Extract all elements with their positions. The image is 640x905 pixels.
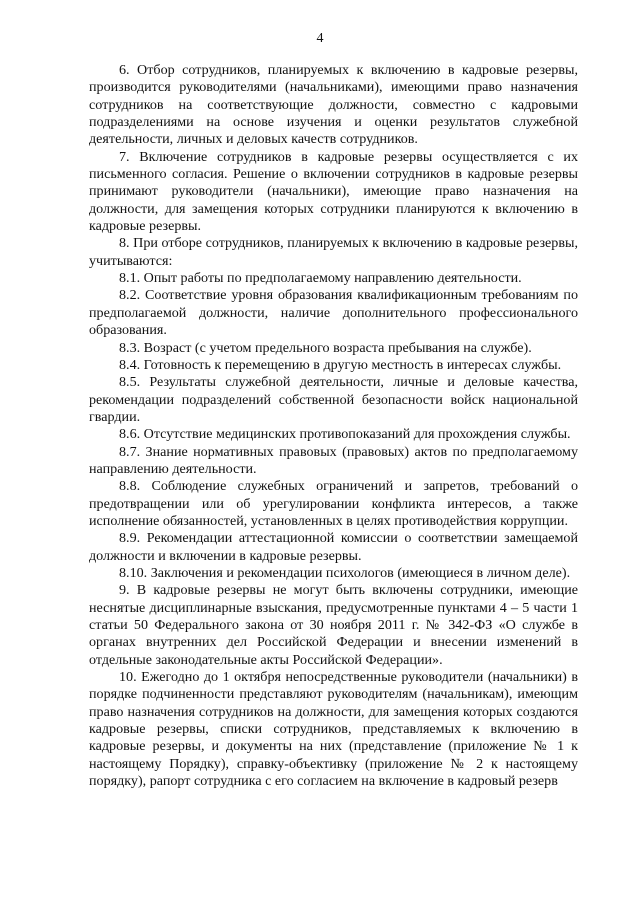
page-number: 4 <box>316 31 324 46</box>
paragraph-8: 8. При отборе сотрудников, планируемых к включению в кадровые резервы, учитываются: <box>89 235 578 269</box>
paragraph-8-6: 8.6. Отсутствие медицинских противопоказаний для прохождения службы. <box>119 426 571 443</box>
paragraph-8-10: 8.10. Заключения и рекомендации психологов (имеющиеся в личном деле). <box>119 564 571 581</box>
paragraph-10: 10. Ежегодно до 1 октября непосредственные руководители (начальники) в порядке подчиненности представляют руководителям (начальникам), имеющим право назначения сотрудников на должности, для замещения которых создаются кадровые резервы, списки сотрудников, представляемых к включению в кадровые резервы, и документы на них (представление (приложение № 1 к настоящему Порядку), справку-объективку (приложение № 2 к настоящему порядку), рапорт сотрудника с его согласием на включение в кадровый резерв <box>89 669 578 790</box>
paragraph-9: 9. В кадровые резервы не могут быть включены сотрудники, имеющие неснятые дисциплинарные взыскания, предусмотренные пунктами 4 – 5 части 1 статьи 50 Федерального закона от 30 ноября 2011 г. № 342-ФЗ «О службе в органах внутренних дел Российской Федерации и внесении изменений в отдельные законодательные акты Российской Федерации». <box>89 582 578 668</box>
paragraph-8-9: 8.9. Рекомендации аттестационной комиссии о соответствии замещаемой должности и включении в кадровые резервы. <box>89 530 578 564</box>
document-body <box>89 62 578 790</box>
paragraph-6: 6. Отбор сотрудников, планируемых к включению в кадровые резервы, производится руководителями (начальниками), имеющими право назначения сотрудников на соответствующие должности, совместно с кадровыми подразделениями на основе изучения и оценки результатов служебной деятельности, личных и деловых качеств сотрудников. <box>89 62 578 148</box>
paragraph-7: 7. Включение сотрудников в кадровые резервы осуществляется с их письменного согласия. Решение о включении сотрудников в кадровые резервы принимают руководители (начальники), имеющие право назначения на должности, для замещения которых сотрудники планируются к включению в кадровые резервы. <box>89 148 578 235</box>
paragraph-8-4: 8.4. Готовность к перемещению в другую местность в интересах службы. <box>119 356 562 373</box>
paragraph-8-8: 8.8. Соблюдение служебных ограничений и запретов, требований о предотвращении или об урегулировании конфликта интересов, а также исполнение обязанностей, установленных в целях противодействия коррупции. <box>89 478 578 529</box>
paragraph-8-7: 8.7. Знание нормативных правовых (правовых) актов по предполагаемому направлению деятельности. <box>89 443 578 477</box>
paragraph-8-1: 8.1. Опыт работы по предполагаемому направлению деятельности. <box>119 270 522 287</box>
paragraph-8-2: 8.2. Соответствие уровня образования квалификационным требованиям по предполагаемой должности, наличие дополнительного профессионального образования. <box>89 287 578 339</box>
paragraph-8-3: 8.3. Возраст (с учетом предельного возраста пребывания на службе). <box>119 339 532 356</box>
paragraph-8-5: 8.5. Результаты служебной деятельности, личные и деловые качества, рекомендации подразделений собственной безопасности войск национальной гвардии. <box>89 374 578 425</box>
